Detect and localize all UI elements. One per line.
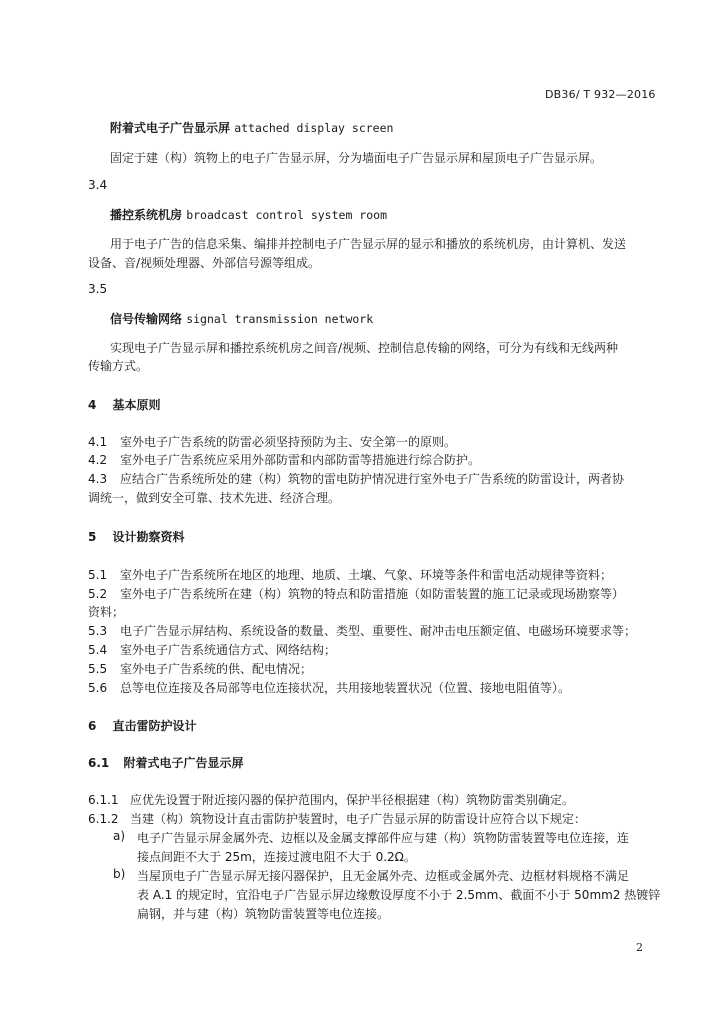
list-item-label: b) <box>113 867 126 881</box>
term-number: 3.4 <box>88 178 108 192</box>
clause-text: 应结合广告系统所处的建（构）筑物的雷电防护情况进行室外电子广告系统的防雷设计，两者协 <box>120 472 625 486</box>
clause-number: 6.1.2 <box>88 812 119 826</box>
clause-number: 5.4 <box>88 643 108 657</box>
clause-continuation: 调统一，做到安全可靠、技术先进、经济合理。 <box>88 491 341 505</box>
term-title <box>110 310 373 327</box>
term-title <box>110 206 387 223</box>
section-number: 5 <box>88 530 97 544</box>
section-heading <box>88 396 161 413</box>
clause-number: 6.1.1 <box>88 793 119 807</box>
clause <box>88 641 336 658</box>
list-item-line: 电子广告显示屏金属外壳、边框以及金属支撑部件应与建（构）筑物防雷装置等电位连接，连 <box>137 831 630 845</box>
subsection-number: 6.1 <box>88 756 110 770</box>
term-title-en: attached display screen <box>234 121 394 135</box>
clause-text: 室外电子广告系统通信方式、网络结构； <box>120 643 337 657</box>
clause-number: 5.2 <box>88 587 108 601</box>
clause-number: 4.1 <box>88 435 108 449</box>
clause-number: 4.2 <box>88 453 108 467</box>
list-item-line: 表 A.1 的规定时，宜沿电子广告显示屏边缘敷设厚度不小于 2.5mm、截面不小于 50mm2 热镀锌 <box>137 888 661 902</box>
clause-number: 5.6 <box>88 681 108 695</box>
term-definition: 固定于建（构）筑物上的电子广告显示屏，分为墙面电子广告显示屏和屋顶电子广告显示屏。 <box>110 151 603 165</box>
term-title <box>110 119 393 136</box>
list-item-label: a) <box>113 829 126 843</box>
term-title-en: signal transmission network <box>186 312 374 326</box>
clause-number: 5.5 <box>88 662 108 676</box>
subsection-heading <box>88 754 243 771</box>
clause <box>88 679 570 696</box>
list-item-line: 扁钢，并与建（构）筑物防雷装置等电位连接。 <box>137 907 390 921</box>
clause-text: 总等电位连接及各局部等电位连接状况，共用接地装置状况（位置、接地电阻值等）。 <box>120 681 571 695</box>
document-code: DB36/ T 932—2016 <box>545 88 656 101</box>
section-number: 4 <box>88 398 97 412</box>
clause <box>88 810 586 827</box>
clause-continuation: 资料； <box>88 605 125 619</box>
clause <box>88 470 624 487</box>
clause <box>88 791 574 808</box>
section-title: 直击雷防护设计 <box>112 719 197 733</box>
subsection-title: 附着式电子广告显示屏 <box>123 756 244 770</box>
term-definition-line: 设备、音/视频处理器、外部信号源等组成。 <box>88 256 321 270</box>
term-definition-line: 用于电子广告的信息采集、编排并控制电子广告显示屏的显示和播放的系统机房，由计算机、发送 <box>110 237 627 251</box>
list-item-line: 当屋顶电子广告显示屏无接闪器保护，且无金属外壳、边框或金属外壳、边框材料规格不满足 <box>137 869 630 883</box>
clause-text: 应优先设置于附近接闪器的保护范围内，保护半径根据建（构）筑物防雷类别确定。 <box>130 793 575 807</box>
term-number: 3.5 <box>88 282 108 296</box>
clause <box>88 451 480 468</box>
clause-number: 4.3 <box>88 472 108 486</box>
clause-text: 室外电子广告系统的供、配电情况； <box>120 662 313 676</box>
term-title-en: broadcast control system room <box>186 208 387 222</box>
clause-text: 室外电子广告系统所在建（构）筑物的特点和防雷措施（如防雷装置的施工记录或现场勘察等） <box>120 587 625 601</box>
clause-text: 室外电子广告系统的防雷必须坚持预防为主、安全第一的原则。 <box>120 435 457 449</box>
list-item-line: 接点间距不大于 25m，连接过渡电阻不大于 0.2Ω。 <box>137 850 416 864</box>
clause-text: 室外电子广告系统应采用外部防雷和内部防雷等措施进行综合防护。 <box>120 453 481 467</box>
term-definition-line: 实现电子广告显示屏和播控系统机房之间音/视频、控制信息传输的网络，可分为有线和无线两种 <box>110 341 619 355</box>
section-heading <box>88 528 185 545</box>
term-title-zh: 信号传输网络 <box>110 312 183 326</box>
section-heading <box>88 717 197 734</box>
clause <box>88 433 456 450</box>
clause-text: 当建（构）筑物设计直击雷防护装置时，电子广告显示屏的防雷设计应符合以下规定： <box>130 812 587 826</box>
term-title-zh: 播控系统机房 <box>110 208 183 222</box>
clause-text: 室外电子广告系统所在地区的地理、地质、土壤、气象、环境等条件和雷电活动规律等资料； <box>120 568 613 582</box>
section-title: 基本原则 <box>112 398 161 412</box>
clause <box>88 585 624 602</box>
term-title-zh: 附着式电子广告显示屏 <box>110 121 231 135</box>
clause-number: 5.3 <box>88 624 108 638</box>
section-title: 设计勘察资料 <box>112 530 185 544</box>
clause-text: 电子广告显示屏结构、系统设备的数量、类型、重要性、耐冲击电压额定值、电磁场环境要求等； <box>120 624 637 638</box>
page-number: 2 <box>636 941 643 954</box>
clause <box>88 566 612 583</box>
clause <box>88 660 312 677</box>
term-definition-line: 传输方式。 <box>88 359 149 373</box>
clause <box>88 622 636 639</box>
section-number: 6 <box>88 719 97 733</box>
clause-number: 5.1 <box>88 568 108 582</box>
